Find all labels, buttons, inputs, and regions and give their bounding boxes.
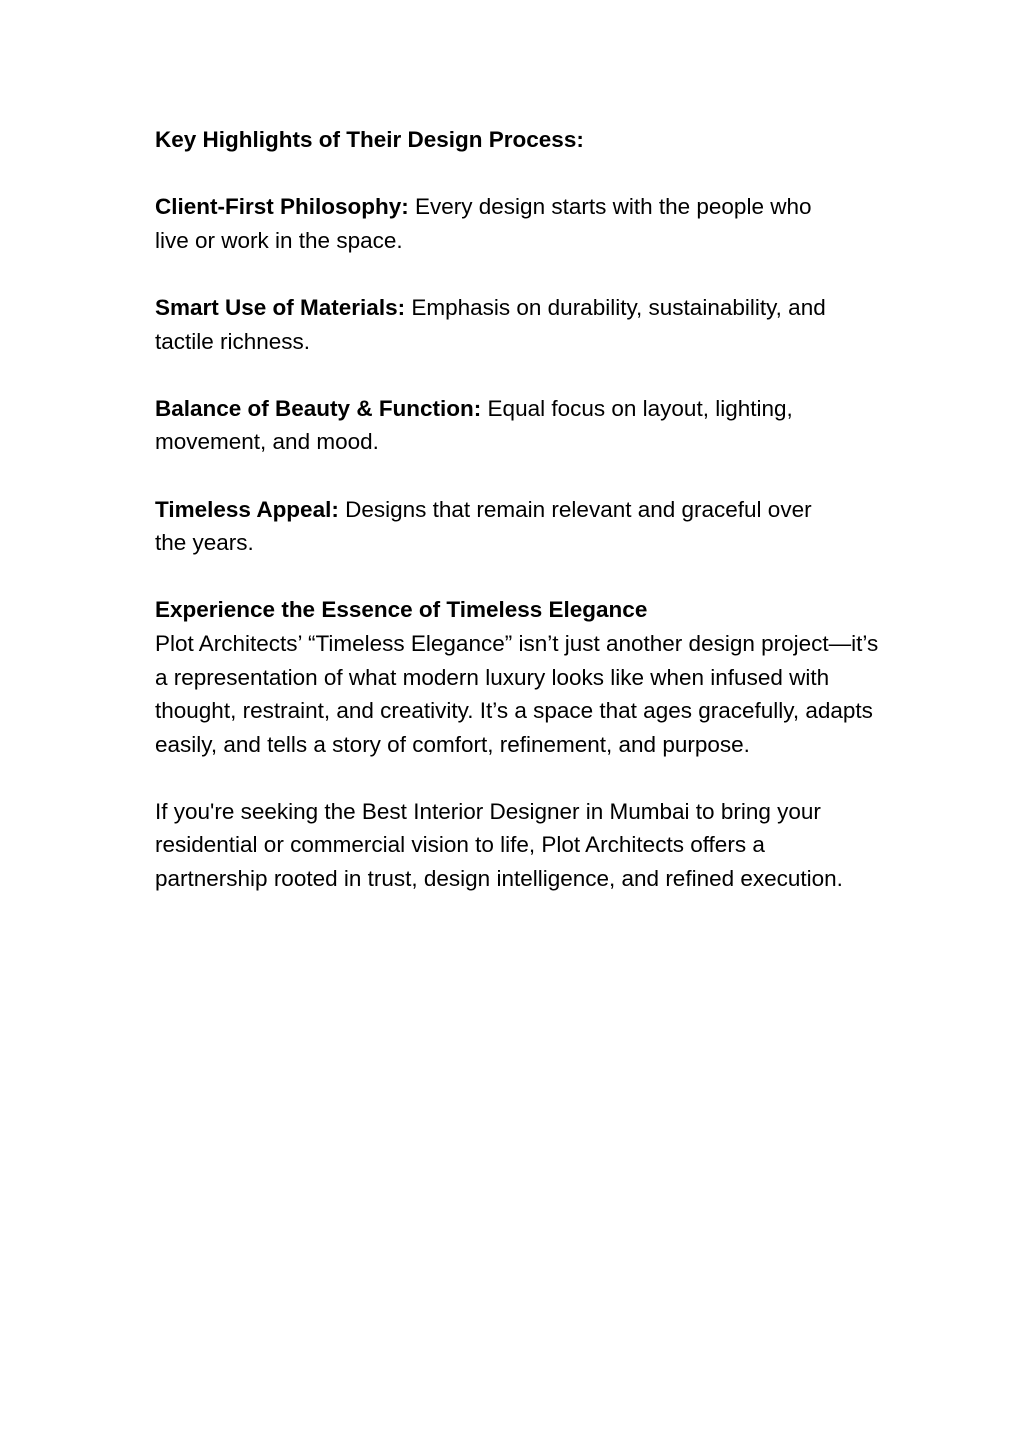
spacer bbox=[155, 358, 895, 392]
spacer bbox=[155, 157, 895, 191]
section-paragraph: Plot Architects’ “Timeless Elegance” isn’t just another design project—it’s a representation of what modern luxury looks like when infused with thought, restraint, and creativity. It’s a space that ages gracefully, adapts easily, and tells a story of comfort, refinement, and purpose. bbox=[155, 630, 879, 757]
highlight-balance bbox=[155, 392, 865, 459]
spacer bbox=[155, 761, 895, 795]
document-page bbox=[155, 123, 895, 896]
highlight-text: Equal focus on layout, lighting, movement, and mood. bbox=[155, 395, 793, 455]
section-heading: Experience the Essence of Timeless Elegance bbox=[155, 597, 648, 623]
highlight-term: Client-First Philosophy: bbox=[155, 194, 409, 220]
highlight-text: Emphasis on durability, sustainability, and tactile richness. bbox=[155, 294, 826, 354]
spacer bbox=[155, 459, 895, 493]
spacer bbox=[155, 257, 895, 291]
highlight-client-first bbox=[155, 190, 835, 257]
highlight-timeless bbox=[155, 493, 835, 560]
highlight-materials bbox=[155, 291, 865, 358]
highlight-text: Designs that remain relevant and graceful over the years. bbox=[155, 496, 812, 556]
highlight-term: Smart Use of Materials: bbox=[155, 294, 406, 320]
closing-paragraph: If you're seeking the Best Interior Designer in Mumbai to bring your residential or commercial vision to life, Plot Architects offers a partnership rooted in trust, design intelligence, and refined execution. bbox=[155, 798, 843, 892]
spacer bbox=[155, 560, 895, 594]
highlight-text: Every design starts with the people who live or work in the space. bbox=[155, 194, 812, 253]
highlight-term: Timeless Appeal: bbox=[155, 496, 339, 522]
main-heading: Key Highlights of Their Design Process: bbox=[155, 127, 584, 152]
highlight-term: Balance of Beauty & Function: bbox=[155, 395, 482, 421]
